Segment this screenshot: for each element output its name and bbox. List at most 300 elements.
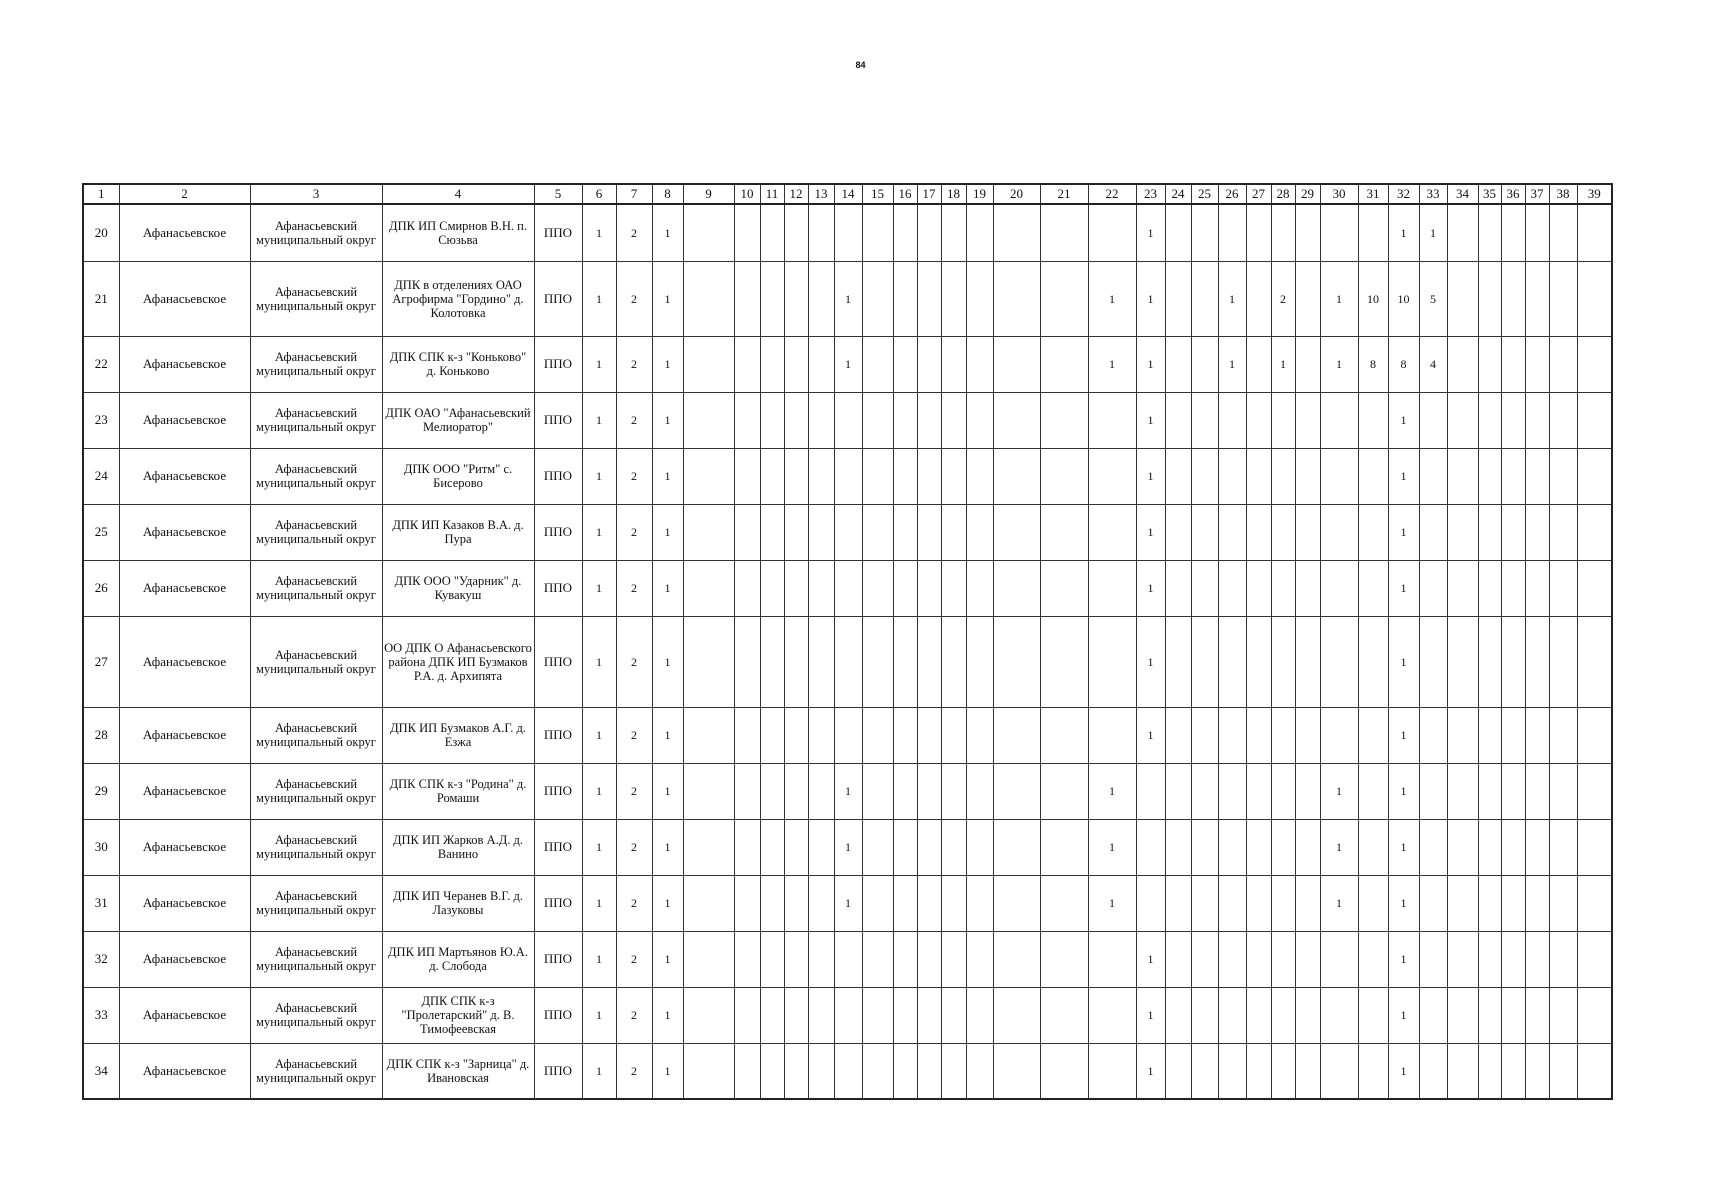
cell-col-1: 20	[83, 204, 119, 261]
cell-col-6: 1	[582, 204, 616, 261]
cell-col-36	[1501, 560, 1525, 616]
cell-col-7: 2	[616, 763, 652, 819]
cell-col-21	[1040, 392, 1088, 448]
cell-col-30: 1	[1320, 336, 1358, 392]
cell-col-9	[683, 392, 734, 448]
cell-col-6: 1	[582, 763, 616, 819]
cell-col-31	[1358, 392, 1388, 448]
cell-col-8: 1	[652, 1043, 683, 1099]
table-row	[83, 931, 1612, 987]
cell-col-33	[1419, 875, 1447, 931]
column-header-37: 37	[1525, 184, 1549, 204]
cell-col-13	[808, 819, 834, 875]
cell-col-4: ДПК СПК к-з "Пролетарский" д. В. Тимофеевская	[382, 987, 534, 1043]
cell-col-5: ППО	[534, 1043, 582, 1099]
cell-col-30	[1320, 448, 1358, 504]
cell-col-25	[1191, 448, 1218, 504]
cell-col-5: ППО	[534, 336, 582, 392]
cell-col-3: Афанасьевский муниципальный округ	[250, 204, 382, 261]
cell-col-36	[1501, 707, 1525, 763]
cell-col-10	[734, 261, 760, 336]
cell-col-4: ДПК ООО "Ударник" д. Кувакуш	[382, 560, 534, 616]
cell-col-14	[834, 504, 862, 560]
cell-col-37	[1525, 819, 1549, 875]
cell-col-7: 2	[616, 261, 652, 336]
cell-col-39	[1577, 987, 1612, 1043]
cell-col-33	[1419, 931, 1447, 987]
cell-col-29	[1295, 504, 1320, 560]
cell-col-12	[784, 336, 808, 392]
cell-col-38	[1549, 560, 1577, 616]
cell-col-15	[862, 392, 893, 448]
cell-col-20	[993, 763, 1040, 819]
cell-col-20	[993, 616, 1040, 707]
cell-col-19	[966, 560, 993, 616]
cell-col-12	[784, 819, 808, 875]
cell-col-10	[734, 763, 760, 819]
cell-col-28	[1271, 204, 1295, 261]
column-header-14: 14	[834, 184, 862, 204]
cell-col-11	[760, 336, 784, 392]
cell-col-1: 31	[83, 875, 119, 931]
cell-col-32: 1	[1388, 392, 1419, 448]
cell-col-12	[784, 707, 808, 763]
cell-col-8: 1	[652, 616, 683, 707]
cell-col-13	[808, 204, 834, 261]
cell-col-9	[683, 560, 734, 616]
cell-col-31	[1358, 987, 1388, 1043]
cell-col-27	[1246, 987, 1271, 1043]
cell-col-27	[1246, 707, 1271, 763]
cell-col-38	[1549, 392, 1577, 448]
cell-col-9	[683, 819, 734, 875]
page-number: 84	[855, 60, 866, 70]
cell-col-36	[1501, 448, 1525, 504]
cell-col-38	[1549, 819, 1577, 875]
cell-col-33	[1419, 504, 1447, 560]
column-header-11: 11	[760, 184, 784, 204]
cell-col-17	[917, 392, 941, 448]
cell-col-2: Афанасьевское	[119, 707, 250, 763]
column-header-6: 6	[582, 184, 616, 204]
cell-col-6: 1	[582, 616, 616, 707]
cell-col-38	[1549, 763, 1577, 819]
cell-col-30	[1320, 504, 1358, 560]
cell-col-32: 1	[1388, 931, 1419, 987]
cell-col-25	[1191, 875, 1218, 931]
column-header-27: 27	[1246, 184, 1271, 204]
column-header-1: 1	[83, 184, 119, 204]
cell-col-33	[1419, 1043, 1447, 1099]
cell-col-14: 1	[834, 261, 862, 336]
cell-col-22: 1	[1088, 819, 1136, 875]
cell-col-24	[1165, 261, 1191, 336]
cell-col-38	[1549, 504, 1577, 560]
cell-col-2: Афанасьевское	[119, 336, 250, 392]
cell-col-12	[784, 560, 808, 616]
cell-col-4: ДПК СПК к-з "Зарница" д. Ивановская	[382, 1043, 534, 1099]
cell-col-4: ДПК ИП Смирнов В.Н. п. Сюзьва	[382, 204, 534, 261]
cell-col-24	[1165, 987, 1191, 1043]
cell-col-14	[834, 204, 862, 261]
cell-col-33	[1419, 707, 1447, 763]
cell-col-37	[1525, 1043, 1549, 1099]
cell-col-39	[1577, 448, 1612, 504]
cell-col-39	[1577, 819, 1612, 875]
cell-col-3: Афанасьевский муниципальный округ	[250, 336, 382, 392]
cell-col-7: 2	[616, 336, 652, 392]
cell-col-24	[1165, 448, 1191, 504]
cell-col-35	[1478, 560, 1501, 616]
cell-col-27	[1246, 504, 1271, 560]
cell-col-38	[1549, 261, 1577, 336]
cell-col-10	[734, 819, 760, 875]
cell-col-38	[1549, 875, 1577, 931]
cell-col-15	[862, 448, 893, 504]
cell-col-18	[941, 931, 966, 987]
cell-col-4: ДПК ИП Черанев В.Г. д. Лазуковы	[382, 875, 534, 931]
cell-col-39	[1577, 616, 1612, 707]
column-header-34: 34	[1447, 184, 1478, 204]
cell-col-6: 1	[582, 819, 616, 875]
cell-col-26	[1218, 875, 1246, 931]
cell-col-15	[862, 987, 893, 1043]
cell-col-38	[1549, 1043, 1577, 1099]
cell-col-15	[862, 204, 893, 261]
cell-col-18	[941, 819, 966, 875]
cell-col-31: 8	[1358, 336, 1388, 392]
cell-col-36	[1501, 504, 1525, 560]
column-header-9: 9	[683, 184, 734, 204]
cell-col-8: 1	[652, 392, 683, 448]
cell-col-10	[734, 987, 760, 1043]
cell-col-4: ДПК ИП Мартьянов Ю.А. д. Слобода	[382, 931, 534, 987]
cell-col-27	[1246, 392, 1271, 448]
cell-col-26	[1218, 204, 1246, 261]
cell-col-2: Афанасьевское	[119, 261, 250, 336]
cell-col-18	[941, 560, 966, 616]
table-row	[83, 763, 1612, 819]
cell-col-18	[941, 763, 966, 819]
cell-col-14: 1	[834, 875, 862, 931]
cell-col-29	[1295, 987, 1320, 1043]
cell-col-23: 1	[1136, 336, 1165, 392]
cell-col-7: 2	[616, 987, 652, 1043]
cell-col-35	[1478, 204, 1501, 261]
cell-col-19	[966, 392, 993, 448]
cell-col-1: 26	[83, 560, 119, 616]
cell-col-23: 1	[1136, 204, 1165, 261]
cell-col-14	[834, 616, 862, 707]
cell-col-28	[1271, 707, 1295, 763]
cell-col-30: 1	[1320, 819, 1358, 875]
cell-col-36	[1501, 336, 1525, 392]
cell-col-2: Афанасьевское	[119, 448, 250, 504]
cell-col-2: Афанасьевское	[119, 875, 250, 931]
cell-col-31	[1358, 448, 1388, 504]
cell-col-25	[1191, 931, 1218, 987]
cell-col-35	[1478, 504, 1501, 560]
cell-col-24	[1165, 819, 1191, 875]
cell-col-25	[1191, 204, 1218, 261]
cell-col-35	[1478, 336, 1501, 392]
cell-col-34	[1447, 392, 1478, 448]
cell-col-29	[1295, 392, 1320, 448]
cell-col-8: 1	[652, 504, 683, 560]
cell-col-17	[917, 707, 941, 763]
cell-col-15	[862, 504, 893, 560]
table-row	[83, 560, 1612, 616]
cell-col-18	[941, 448, 966, 504]
cell-col-10	[734, 448, 760, 504]
cell-col-8: 1	[652, 448, 683, 504]
cell-col-23: 1	[1136, 1043, 1165, 1099]
cell-col-25	[1191, 987, 1218, 1043]
cell-col-22	[1088, 448, 1136, 504]
cell-col-21	[1040, 261, 1088, 336]
cell-col-9	[683, 204, 734, 261]
cell-col-33	[1419, 819, 1447, 875]
cell-col-22	[1088, 504, 1136, 560]
cell-col-29	[1295, 819, 1320, 875]
cell-col-17	[917, 819, 941, 875]
cell-col-11	[760, 987, 784, 1043]
cell-col-25	[1191, 504, 1218, 560]
cell-col-39	[1577, 875, 1612, 931]
cell-col-34	[1447, 616, 1478, 707]
cell-col-28	[1271, 1043, 1295, 1099]
cell-col-12	[784, 204, 808, 261]
cell-col-25	[1191, 392, 1218, 448]
cell-col-3: Афанасьевский муниципальный округ	[250, 875, 382, 931]
cell-col-25	[1191, 336, 1218, 392]
cell-col-11	[760, 707, 784, 763]
table-row	[83, 336, 1612, 392]
cell-col-13	[808, 392, 834, 448]
cell-col-16	[893, 560, 917, 616]
cell-col-38	[1549, 616, 1577, 707]
cell-col-13	[808, 448, 834, 504]
cell-col-4: ДПК ООО "Ритм" с. Бисерово	[382, 448, 534, 504]
cell-col-28	[1271, 392, 1295, 448]
cell-col-17	[917, 616, 941, 707]
cell-col-29	[1295, 448, 1320, 504]
cell-col-22: 1	[1088, 336, 1136, 392]
cell-col-15	[862, 763, 893, 819]
cell-col-11	[760, 560, 784, 616]
cell-col-13	[808, 560, 834, 616]
cell-col-10	[734, 204, 760, 261]
cell-col-38	[1549, 987, 1577, 1043]
column-header-20: 20	[993, 184, 1040, 204]
cell-col-31	[1358, 875, 1388, 931]
column-header-15: 15	[862, 184, 893, 204]
cell-col-16	[893, 875, 917, 931]
column-header-19: 19	[966, 184, 993, 204]
cell-col-18	[941, 392, 966, 448]
column-header-22: 22	[1088, 184, 1136, 204]
column-header-10: 10	[734, 184, 760, 204]
cell-col-7: 2	[616, 875, 652, 931]
cell-col-30: 1	[1320, 875, 1358, 931]
cell-col-11	[760, 204, 784, 261]
cell-col-17	[917, 261, 941, 336]
column-header-31: 31	[1358, 184, 1388, 204]
table-row	[83, 616, 1612, 707]
cell-col-7: 2	[616, 707, 652, 763]
cell-col-20	[993, 392, 1040, 448]
cell-col-33	[1419, 560, 1447, 616]
cell-col-1: 27	[83, 616, 119, 707]
cell-col-33	[1419, 987, 1447, 1043]
cell-col-23: 1	[1136, 616, 1165, 707]
cell-col-30: 1	[1320, 261, 1358, 336]
cell-col-23: 1	[1136, 987, 1165, 1043]
cell-col-19	[966, 336, 993, 392]
cell-col-18	[941, 504, 966, 560]
cell-col-21	[1040, 204, 1088, 261]
cell-col-30	[1320, 392, 1358, 448]
cell-col-18	[941, 987, 966, 1043]
cell-col-27	[1246, 448, 1271, 504]
cell-col-20	[993, 819, 1040, 875]
cell-col-7: 2	[616, 819, 652, 875]
cell-col-28	[1271, 560, 1295, 616]
cell-col-1: 23	[83, 392, 119, 448]
table-row	[83, 819, 1612, 875]
cell-col-20	[993, 204, 1040, 261]
cell-col-31	[1358, 204, 1388, 261]
cell-col-37	[1525, 261, 1549, 336]
cell-col-23	[1136, 875, 1165, 931]
column-header-7: 7	[616, 184, 652, 204]
cell-col-27	[1246, 336, 1271, 392]
cell-col-31	[1358, 560, 1388, 616]
cell-col-5: ППО	[534, 448, 582, 504]
cell-col-28: 1	[1271, 336, 1295, 392]
table-row	[83, 392, 1612, 448]
cell-col-10	[734, 707, 760, 763]
cell-col-26	[1218, 392, 1246, 448]
cell-col-33	[1419, 616, 1447, 707]
cell-col-22: 1	[1088, 875, 1136, 931]
cell-col-20	[993, 987, 1040, 1043]
cell-col-29	[1295, 763, 1320, 819]
cell-col-39	[1577, 931, 1612, 987]
cell-col-32: 10	[1388, 261, 1419, 336]
cell-col-32: 1	[1388, 763, 1419, 819]
cell-col-39	[1577, 261, 1612, 336]
cell-col-6: 1	[582, 1043, 616, 1099]
cell-col-22	[1088, 987, 1136, 1043]
cell-col-34	[1447, 261, 1478, 336]
cell-col-5: ППО	[534, 931, 582, 987]
cell-col-37	[1525, 504, 1549, 560]
cell-col-36	[1501, 204, 1525, 261]
cell-col-2: Афанасьевское	[119, 616, 250, 707]
cell-col-21	[1040, 560, 1088, 616]
cell-col-23: 1	[1136, 504, 1165, 560]
cell-col-7: 2	[616, 204, 652, 261]
table-row	[83, 448, 1612, 504]
cell-col-16	[893, 987, 917, 1043]
cell-col-5: ППО	[534, 616, 582, 707]
cell-col-36	[1501, 763, 1525, 819]
cell-col-3: Афанасьевский муниципальный округ	[250, 504, 382, 560]
cell-col-35	[1478, 448, 1501, 504]
cell-col-11	[760, 763, 784, 819]
cell-col-17	[917, 1043, 941, 1099]
cell-col-11	[760, 616, 784, 707]
cell-col-38	[1549, 336, 1577, 392]
cell-col-39	[1577, 336, 1612, 392]
cell-col-4: ДПК в отделениях ОАО Агрофирма "Гордино" д. Колотовка	[382, 261, 534, 336]
cell-col-36	[1501, 1043, 1525, 1099]
cell-col-10	[734, 336, 760, 392]
cell-col-21	[1040, 819, 1088, 875]
cell-col-1: 29	[83, 763, 119, 819]
cell-col-5: ППО	[534, 707, 582, 763]
cell-col-11	[760, 392, 784, 448]
cell-col-22: 1	[1088, 763, 1136, 819]
cell-col-8: 1	[652, 336, 683, 392]
cell-col-11	[760, 448, 784, 504]
cell-col-39	[1577, 560, 1612, 616]
cell-col-27	[1246, 560, 1271, 616]
cell-col-37	[1525, 204, 1549, 261]
header-row	[83, 184, 1612, 204]
cell-col-19	[966, 987, 993, 1043]
cell-col-19	[966, 448, 993, 504]
cell-col-12	[784, 1043, 808, 1099]
cell-col-21	[1040, 875, 1088, 931]
cell-col-17	[917, 560, 941, 616]
cell-col-32: 1	[1388, 707, 1419, 763]
cell-col-4: ДПК ИП Бузмаков А.Г. д. Езжа	[382, 707, 534, 763]
cell-col-11	[760, 1043, 784, 1099]
cell-col-6: 1	[582, 707, 616, 763]
cell-col-34	[1447, 819, 1478, 875]
cell-col-33: 5	[1419, 261, 1447, 336]
column-header-25: 25	[1191, 184, 1218, 204]
cell-col-35	[1478, 819, 1501, 875]
cell-col-4: ДПК ОАО "Афанасьевский Мелиоратор"	[382, 392, 534, 448]
column-header-2: 2	[119, 184, 250, 204]
cell-col-7: 2	[616, 560, 652, 616]
cell-col-3: Афанасьевский муниципальный округ	[250, 707, 382, 763]
column-header-28: 28	[1271, 184, 1295, 204]
cell-col-3: Афанасьевский муниципальный округ	[250, 763, 382, 819]
cell-col-34	[1447, 707, 1478, 763]
cell-col-6: 1	[582, 931, 616, 987]
cell-col-18	[941, 707, 966, 763]
cell-col-24	[1165, 336, 1191, 392]
column-header-4: 4	[382, 184, 534, 204]
cell-col-28	[1271, 875, 1295, 931]
cell-col-23	[1136, 763, 1165, 819]
cell-col-9	[683, 875, 734, 931]
cell-col-9	[683, 1043, 734, 1099]
cell-col-21	[1040, 616, 1088, 707]
cell-col-22	[1088, 707, 1136, 763]
cell-col-37	[1525, 931, 1549, 987]
cell-col-2: Афанасьевское	[119, 1043, 250, 1099]
cell-col-38	[1549, 931, 1577, 987]
cell-col-5: ППО	[534, 504, 582, 560]
cell-col-39	[1577, 707, 1612, 763]
cell-col-33	[1419, 448, 1447, 504]
cell-col-37	[1525, 448, 1549, 504]
